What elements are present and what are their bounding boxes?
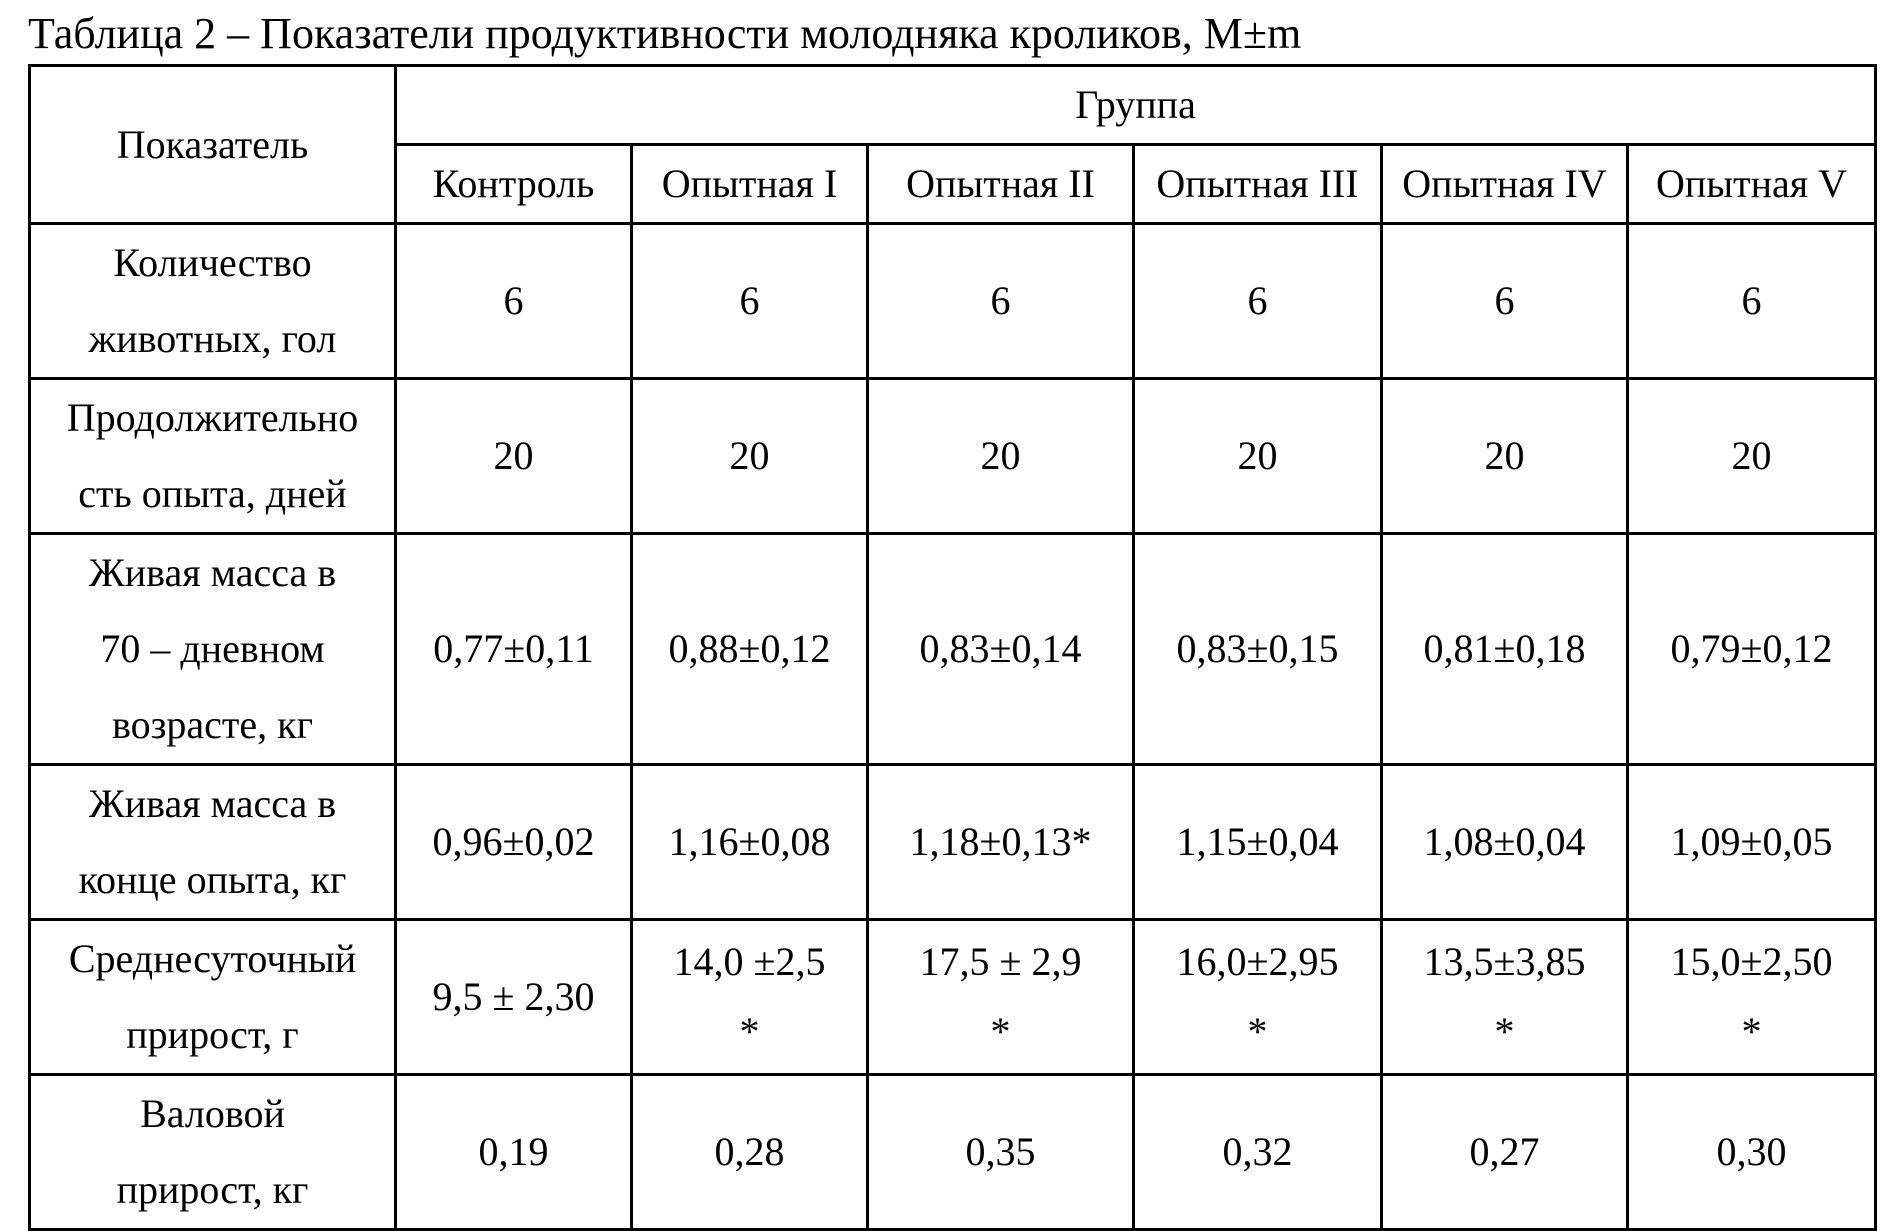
row-indicator — [30, 920, 396, 1075]
value-cell — [868, 379, 1134, 534]
indicator-line: Продолжительно — [66, 395, 359, 440]
value-line: 0,32 — [1222, 1129, 1293, 1174]
header-group-exp4: Опытная IV — [1382, 145, 1628, 224]
value-line: 0,30 — [1716, 1129, 1787, 1174]
value-line: 20 — [729, 433, 770, 478]
value-line: 0,81±0,18 — [1423, 626, 1586, 671]
value-cell — [396, 1075, 632, 1230]
value-cell — [396, 224, 632, 379]
indicator-line: возрасте, кг — [112, 702, 313, 747]
value-line: 0,77±0,11 — [433, 626, 594, 671]
value-cell — [1628, 224, 1876, 379]
indicator-line: Количество — [113, 240, 312, 285]
indicator-line: Валовой — [140, 1091, 285, 1136]
value-line: 0,28 — [714, 1129, 785, 1174]
value-line: 17,5 ± 2,9 — [919, 939, 1082, 984]
row-indicator — [30, 1075, 396, 1230]
value-cell — [632, 1075, 868, 1230]
value-cell — [1134, 534, 1382, 765]
indicator-line: 70 – дневном — [100, 626, 325, 671]
value-line: * — [990, 1009, 1011, 1054]
value-line: 9,5 ± 2,30 — [432, 974, 595, 1019]
value-line: 1,16±0,08 — [668, 819, 831, 864]
value-line: 6 — [1741, 278, 1762, 323]
value-cell — [1382, 224, 1628, 379]
value-line: 6 — [990, 278, 1011, 323]
value-cell — [1382, 920, 1628, 1075]
value-line: 15,0±2,50 — [1670, 939, 1833, 984]
value-cell — [1382, 534, 1628, 765]
row-indicator — [30, 765, 396, 920]
value-cell — [1134, 920, 1382, 1075]
value-cell — [396, 765, 632, 920]
table-row — [30, 920, 1876, 1075]
value-cell — [632, 534, 868, 765]
row-indicator — [30, 534, 396, 765]
value-line: 0,83±0,14 — [919, 626, 1082, 671]
value-line: 6 — [1494, 278, 1515, 323]
value-cell — [1628, 534, 1876, 765]
row-indicator — [30, 224, 396, 379]
indicator-line: Живая масса в — [88, 781, 337, 826]
value-cell — [1134, 379, 1382, 534]
value-line: 1,08±0,04 — [1423, 819, 1586, 864]
value-line: 20 — [1731, 433, 1772, 478]
value-line: 0,27 — [1469, 1129, 1540, 1174]
value-line: 1,18±0,13* — [909, 819, 1092, 864]
value-cell — [868, 534, 1134, 765]
value-cell — [1628, 1075, 1876, 1230]
value-cell — [1134, 765, 1382, 920]
header-group-control: Контроль — [396, 145, 632, 224]
table-body — [30, 224, 1876, 1230]
value-cell — [1382, 1075, 1628, 1230]
value-line: * — [1741, 1009, 1762, 1054]
header-group-exp5: Опытная V — [1628, 145, 1876, 224]
value-line: 16,0±2,95 — [1176, 939, 1339, 984]
header-group: Группа — [396, 66, 1876, 145]
value-cell — [868, 1075, 1134, 1230]
value-line: 0,79±0,12 — [1670, 626, 1833, 671]
productivity-table — [28, 64, 1877, 1231]
value-cell — [632, 765, 868, 920]
table-row — [30, 379, 1876, 534]
value-line: 0,88±0,12 — [668, 626, 831, 671]
value-line: 0,35 — [965, 1129, 1036, 1174]
value-line: * — [739, 1009, 760, 1054]
value-cell — [632, 920, 868, 1075]
value-line: 14,0 ±2,5 — [673, 939, 826, 984]
value-line: 13,5±3,85 — [1423, 939, 1586, 984]
value-line: 20 — [1484, 433, 1525, 478]
table-caption: Таблица 2 – Показатели продуктивности молодняка кроликов, M±m — [28, 9, 1302, 58]
header-group-exp3: Опытная III — [1134, 145, 1382, 224]
indicator-line: прирост, кг — [116, 1167, 309, 1212]
value-line: 20 — [1237, 433, 1278, 478]
indicator-line: Среднесуточный — [68, 936, 357, 981]
value-cell — [868, 920, 1134, 1075]
value-line: 0,19 — [478, 1129, 549, 1174]
value-cell — [1628, 765, 1876, 920]
indicator-line: прирост, г — [126, 1012, 299, 1057]
header-group-exp1: Опытная I — [632, 145, 868, 224]
value-cell — [868, 765, 1134, 920]
header-group-exp2: Опытная II — [868, 145, 1134, 224]
table-row — [30, 765, 1876, 920]
table-row — [30, 1075, 1876, 1230]
value-cell — [396, 920, 632, 1075]
value-line: * — [1494, 1009, 1515, 1054]
value-cell — [632, 379, 868, 534]
indicator-line: животных, гол — [88, 316, 337, 361]
value-line: * — [1247, 1009, 1268, 1054]
indicator-line: сть опыта, дней — [78, 471, 347, 516]
value-line: 6 — [739, 278, 760, 323]
value-cell — [1134, 1075, 1382, 1230]
value-cell — [1628, 920, 1876, 1075]
value-cell — [1628, 379, 1876, 534]
value-cell — [1382, 379, 1628, 534]
value-cell — [1134, 224, 1382, 379]
value-cell — [396, 534, 632, 765]
value-line: 0,83±0,15 — [1176, 626, 1339, 671]
value-line: 20 — [980, 433, 1021, 478]
value-cell — [396, 379, 632, 534]
table-row — [30, 534, 1876, 765]
table-row — [30, 224, 1876, 379]
indicator-line: Живая масса в — [88, 550, 337, 595]
value-line: 1,09±0,05 — [1670, 819, 1833, 864]
value-line: 6 — [1247, 278, 1268, 323]
value-cell — [868, 224, 1134, 379]
value-cell — [1382, 765, 1628, 920]
value-line: 0,96±0,02 — [432, 819, 595, 864]
row-indicator — [30, 379, 396, 534]
value-line: 1,15±0,04 — [1176, 819, 1339, 864]
value-line: 20 — [493, 433, 534, 478]
indicator-line: конце опыта, кг — [78, 857, 347, 902]
value-line: 6 — [503, 278, 524, 323]
header-indicator: Показатель — [30, 66, 396, 224]
value-cell — [632, 224, 868, 379]
